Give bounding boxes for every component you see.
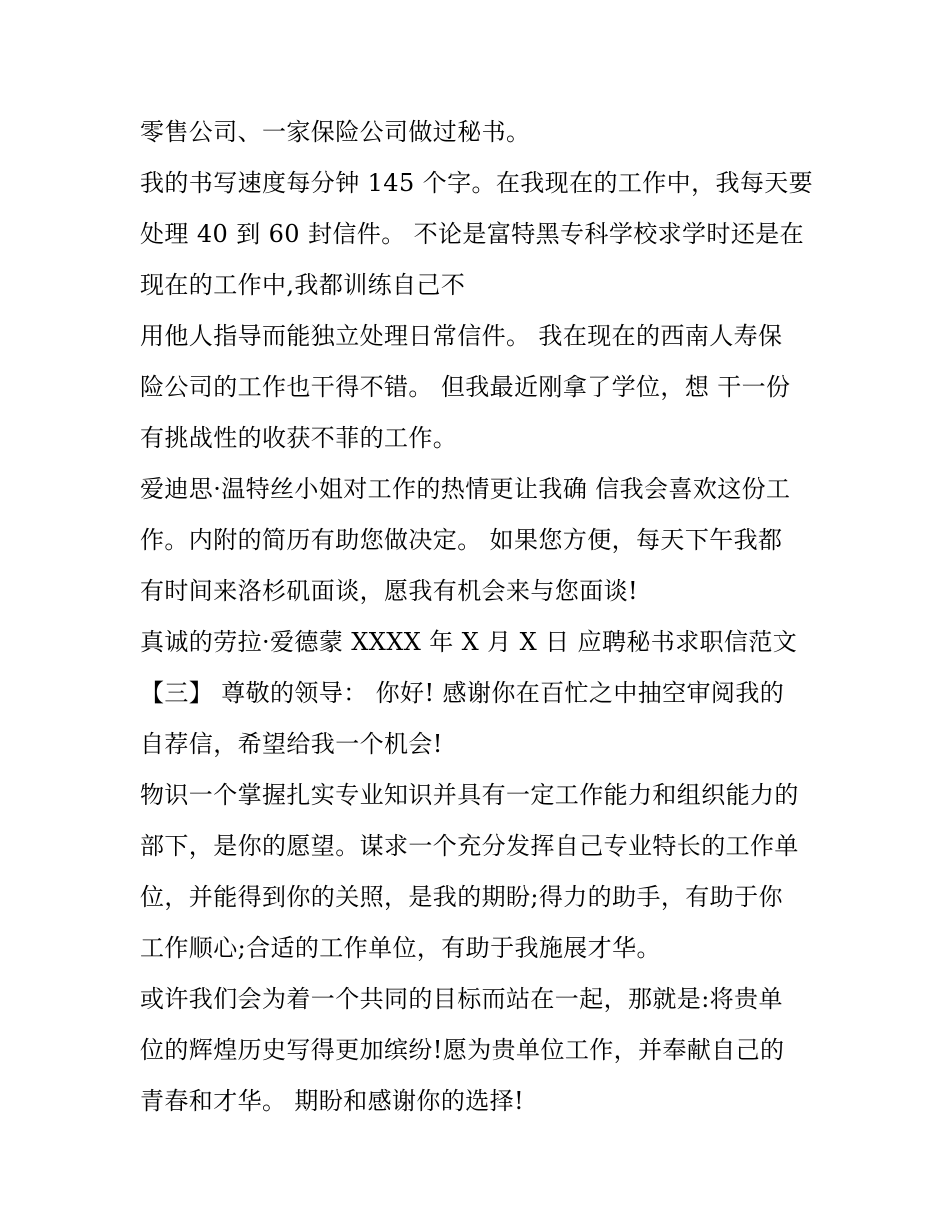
- text-line: 位的辉煌历史写得更加缤纷!愿为贵单位工作，并奉献自己的: [140, 1036, 785, 1064]
- text-line: 我的书写速度每分钟 145 个字。在我现在的工作中，我每天要: [140, 169, 814, 197]
- text-line: 用他人指导而能独立处理日常信件。 我在现在的西南人寿保: [140, 322, 783, 350]
- text-line: 处理 40 到 60 封信件。 不论是富特黑专科学校求学时还是在: [140, 220, 805, 248]
- text-line: 有挑战性的收获不菲的工作。: [140, 424, 458, 452]
- text-line: 部下，是你的愿望。谋求一个充分发挥自己专业特长的工作单: [140, 832, 799, 860]
- text-line: 险公司的工作也干得不错。 但我最近刚拿了学位，想 干一份: [140, 373, 791, 401]
- text-line: 零售公司、一家保险公司做过秘书。: [140, 118, 531, 146]
- letter-body: [140, 107, 830, 1127]
- text-line: 物识一个掌握扎实专业知识并具有一定工作能力和组织能力的: [140, 781, 799, 809]
- text-line: 爱迪思·温特丝小姐对工作的热情更让我确 信我会喜欢这份工: [140, 475, 791, 503]
- section-heading-line: 【三】 尊敬的领导： 你好! 感谢你在百忙之中抽空审阅我的: [140, 679, 785, 707]
- text-line: 现在的工作中,我都训练自己不: [140, 271, 466, 299]
- text-line: 青春和才华。 期盼和感谢你的选择!: [140, 1087, 525, 1115]
- text-line: 或许我们会为着一个共同的目标而站在一起，那就是:将贵单: [140, 985, 783, 1013]
- text-line: 自荐信，希望给我一个机会!: [140, 730, 443, 758]
- text-line: 位，并能得到你的关照，是我的期盼;得力的助手，有助于你: [140, 883, 783, 911]
- text-line: 作。内附的简历有助您做决定。 如果您方便，每天下午我都: [140, 526, 783, 554]
- text-line: 工作顺心;合适的工作单位，有助于我施展才华。: [140, 934, 661, 962]
- signature-line: 真诚的劳拉·爱德蒙 XXXX 年 X 月 X 日 应聘秘书求职信范文: [140, 628, 798, 656]
- text-line: 有时间来洛杉矶面谈，愿我有机会来与您面谈!: [140, 577, 639, 605]
